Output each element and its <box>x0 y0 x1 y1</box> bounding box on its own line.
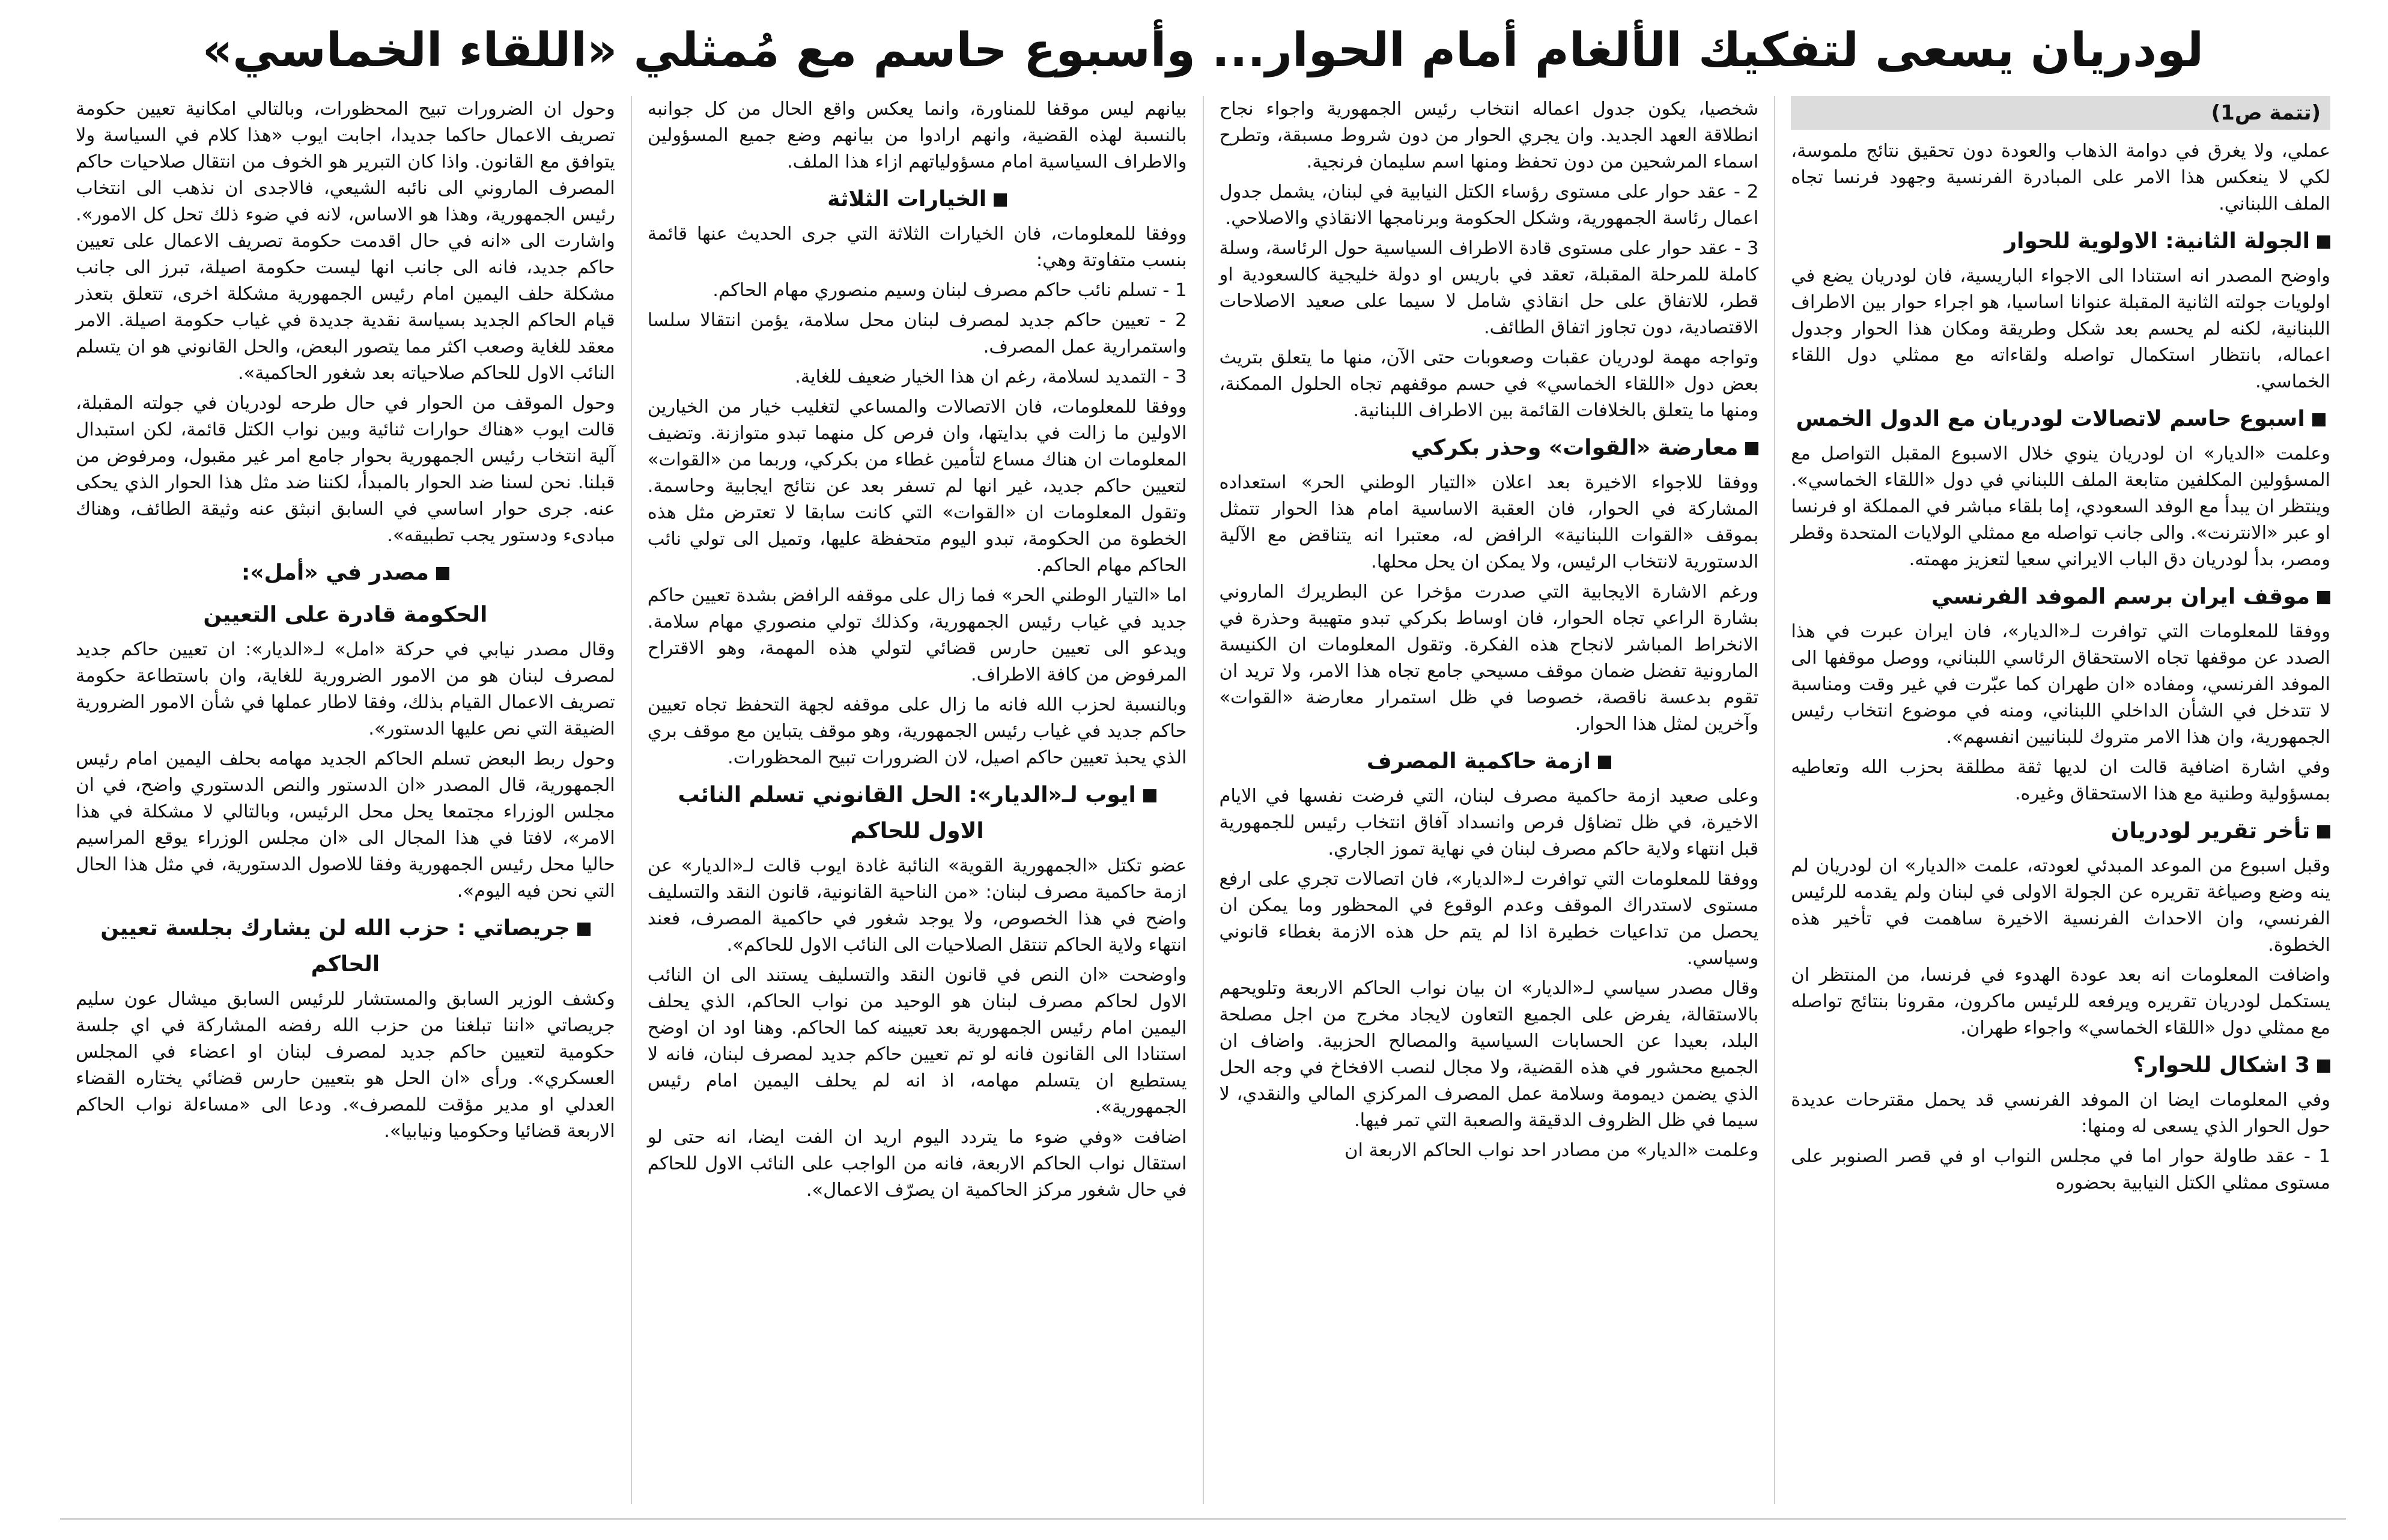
paragraph: وفي المعلومات ايضا ان الموفد الفرنسي قد يحمل مقترحات عديدة حول الحوار الذي يسعى له ومنها: <box>1791 1090 2330 1137</box>
paragraph: ورغم الاشارة الايجابية التي صدرت مؤخرا عن البطريرك الماروني بشارة الراعي تجاه الحوار، فان اوساط بكركي تبدو متهيبة وحذرة في الانخراط المباشر لانجاح هذه الفكرة. وتقول المعلومات ان الكنيسة المارونية تفضل ضمان موقف مسيحي جامع تجاه هذا الامر، ولا تريد ان تقوم بدعسة ناقصة، خصوصا في ظل استمرار معارضة «القوات» وآخرين لمثل هذا الحوار. <box>1219 581 1759 735</box>
subheading-secondary: الحكومة قادرة على التعيين <box>203 602 488 627</box>
bullet-square-icon <box>994 193 1007 207</box>
column-3 <box>631 96 1203 1504</box>
bullet-square-icon <box>1598 756 1611 769</box>
bullet-square-icon <box>2317 1060 2330 1073</box>
subheading <box>1791 401 2330 437</box>
paragraph: ووفقا للمعلومات، فان الاتصالات والمساعي لتغليب خيار من الخيارين الاولين ما زالت في بدايتها، وان فرص كل منهما تبدو متوازنة. وتضيف المعلومات ان هناك مساع لتأمين غطاء من بكركي، وربما من «القوات» لتعيين حاكم جديد، غير انها لم تسفر بعد عن نتائج ايجابية وحاسمة. وتقول المعلومات ان «القوات» التي كانت سابقا لا تعترض مثل هذه الخطوة من الحكومة، تبدو اليوم متحفظة عليها، وتميل الى تولي نائب الحاكم مهام الحاكم. <box>647 396 1187 576</box>
subheading-text: موقف ايران برسم الموفد الفرنسي <box>1931 584 2310 609</box>
paragraph: واوضحت «ان النص في قانون النقد والتسليف يستند الى ان النائب الاول لحاكم مصرف لبنان هو الوحيد من نواب الحاكم، الذي يحلف اليمين امام رئيس الجمهورية بعد تعيينه كما الحاكم. وهنا اود ان اوضح استنادا الى القانون فانه لو تم تعيين حاكم جديد لمصرف لبنان، فانه لا يستطيع ان يتسلم مهامه، اذ انه لم يحلف اليمين امام رئيس الجمهورية». <box>647 965 1187 1118</box>
paragraph: وتواجه مهمة لودريان عقبات وصعوبات حتى الآن، منها ما يتعلق بتريث بعض دول «اللقاء الخماسي» في حسم موقفهم تجاه الحلول الممكنة، ومنها ما يتعلق بالخلافات القائمة بين الاطراف اللبنانية. <box>1219 347 1759 421</box>
page-headline: لودريان يسعى لتفكيك الألغام أمام الحوار... وأسبوع حاسم مع مُمثلي «اللقاء الخماسي» <box>202 23 2204 77</box>
paragraph: 1 - عقد طاولة حوار اما في مجلس النواب او في قصر الصنوبر على مستوى ممثلي الكتل النيابية بحضوره <box>1791 1146 2330 1193</box>
bullet-square-icon <box>1143 789 1156 802</box>
paragraph: وعلى صعيد ازمة حاكمية مصرف لبنان، التي فرضت نفسها في الايام الاخيرة، في ظل تضاؤل فرص وانسداد آفاق انتخاب رئيس للجمهورية قبل انتهاء ولاية حاكم مصرف لبنان في نهاية تموز الجاري. <box>1219 786 1759 859</box>
bullet-square-icon <box>2317 825 2330 838</box>
subheading <box>1220 744 1759 780</box>
paragraph: ووفقا للاجواء الاخيرة بعد اعلان «التيار الوطني الحر» استعداده المشاركة في الحوار، فان العقبة الاساسية امام هذا الحوار تتمثل بموقف «القوات اللبنانية» الرافض له، معتبرا انه يتناقض مع الآلية الدستورية لانتخاب الرئيس، ولا يمكن ان يحل محلها. <box>1219 472 1759 572</box>
column-1 <box>1774 96 2346 1504</box>
subheading <box>648 777 1187 849</box>
subheading <box>76 555 615 591</box>
subheading-text: مصدر في «أمل»: <box>241 560 429 585</box>
subheading <box>648 181 1187 217</box>
paragraph: 3 - التمديد لسلامة، رغم ان هذا الخيار ضعيف للغاية. <box>795 366 1187 387</box>
subheading <box>1791 813 2330 849</box>
paragraph: ووفقا للمعلومات التي توافرت لـ«الديار»، فان اتصالات تجري على ارفع مستوى لاستدراك الموقف وعدم الوقوع في المحظور وما يمكن ان يحصل من تداعيات خطيرة اذا لم يتم حل هذه الازمة بغطاء قانوني وسياسي. <box>1219 869 1759 969</box>
paragraph: عملي، ولا يغرق في دوامة الذهاب والعودة دون تحقيق نتائج ملموسة، لكي لا ينعكس هذا الامر على المبادرة الفرنسية وجهود فرنسا تجاه الملف اللبناني. <box>1791 141 2330 214</box>
paragraph: شخصيا، يكون جدول اعماله انتخاب رئيس الجمهورية واجواء نجاح انطلاقة العهد الجديد. وان يجري الحوار من دون شروط مسبقة، وتطرح اسماء المرشحين من دون تحفظ ومنها اسم سليمان فرنجية. <box>1219 99 1759 172</box>
paragraph: وحول ربط البعض تسلم الحاكم الجديد مهامه بحلف اليمين امام رئيس الجمهورية، قال المصدر «ان الدستور والنص الدستوري واضح، في ان مجلس الوزراء مجتمعا يحل محل الرئيس، وبالتالي لا مشكلة في هذا الامر»، لافتا في هذا المجال الى «ان مجلس الوزراء يوقع المراسيم حاليا محل رئيس الجمهورية وفقا للاصول الدستورية، في مثل هذا الحال التي نحن فيه اليوم». <box>76 748 615 902</box>
subheading-text: جريصاتي : حزب الله لن يشارك بجلسة تعيين الحاكم <box>100 916 570 977</box>
paragraph: اما «التيار الوطني الحر» فما زال على موقفه الرافض بشدة تعيين حاكم جديد في غياب رئيس الجمهورية، وكذلك تولي منصوري مهام سلامة. ويدعو الى تعيين حارس قضائي لتولي هذه المهمة، وهو الاقتراح المرفوض من كافة الاطراف. <box>647 585 1187 685</box>
paragraph: ووفقا للمعلومات، فان الخيارات الثلاثة التي جرى الحديث عنها قائمة بنسب متفاوتة وهي: <box>647 223 1187 271</box>
paragraph: وبالنسبة لحزب الله فانه ما زال على موقفه لجهة التحفظ تجاه تعيين حاكم جديد في غياب رئيس الجمهورية، وهو موقف يتباين مع موقف بري الذي يحبذ تعيين حاكم اصيل، لان الضرورات تبيح المحظورات. <box>647 694 1187 768</box>
paragraph: اضافت «وفي ضوء ما يتردد اليوم اريد ان الفت ايضا، انه حتى لو استقال نواب الحاكم الاربعة، فانه من الواجب على النائب الاول للحاكم في حال شغور مركز الحاكمية ان يصرّف الاعمال». <box>647 1127 1187 1201</box>
paragraph: عضو تكتل «الجمهورية القوية» النائبة غادة ايوب قالت لـ«الديار» عن ازمة حاكمية مصرف لبنان: «من الناحية القانونية، قانون النقد والتسليف واضح في هذا الخصوص، ولا يوجد شغور في حاكمية المصرف، فعند انتهاء ولاية الحاكم تنتقل الصلاحيات الى النائب الاول للحاكم». <box>647 855 1187 956</box>
continued-label: (تتمة ص1) <box>1791 96 2330 130</box>
paragraph: 3 - عقد حوار على مستوى قادة الاطراف السياسية حول الرئاسة، وسلة كاملة للمرحلة المقبلة، تعقد في باريس او دولة خليجية كالسعودية او قطر، للاتفاق على حل انقاذي شامل لا سيما على صعيد الاصلاحات الاقتصادية، دون تجاوز اتفاق الطائف. <box>1219 238 1759 338</box>
paragraph: وكشف الوزير السابق والمستشار للرئيس السابق ميشال عون سليم جريصاتي «اننا تبلغنا من حزب الله رفضه المشاركة في اي جلسة حكومية لتعيين حاكم جديد لمصرف لبنان او اعضاء في المجلس العسكري». ورأى «ان الحل هو بتعيين حارس قضائي يختاره القضاء العدلي او مدير مؤقت للمصرف». ودعا الى «مساءلة نواب الحاكم الاربعة قضائيا وحكوميا ونيابيا». <box>76 989 615 1142</box>
subheading-text: ايوب لـ«الديار»: الحل القانوني تسلم النائب الاول للحاكم <box>678 783 1136 843</box>
article-columns <box>60 96 2346 1504</box>
bullet-square-icon <box>2312 413 2326 426</box>
paragraph: وقبل اسبوع من الموعد المبدئي لعودته، علمت «الديار» ان لودريان لم ينه وضع وصياغة تقريره عن الجولة الاولى في لبنان ولم يقدمه للرئيس الفرنسي، وان الاحداث الفرنسية الاخيرة ساهمت في تأخير هذه الخطوة. <box>1791 855 2330 956</box>
subheading <box>76 911 615 983</box>
subheading <box>1791 1047 2330 1084</box>
bullet-square-icon <box>2317 235 2330 249</box>
paragraph: بيانهم ليس موقفا للمناورة، وانما يعكس واقع الحال من كل جوانبه بالنسبة لهذه القضية، وانهم ارادوا من بيانهم وضع جميع المسؤولين والاطراف السياسية امام مسؤولياتهم ازاء هذا الملف. <box>647 99 1187 172</box>
subheading-text: تأخر تقرير لودريان <box>2110 819 2310 843</box>
paragraph: واوضح المصدر انه استنادا الى الاجواء الباريسية، فان لودريان يضع في اولويات جولته الثانية المقبلة عنوانا اساسيا، هو اجراء حوار بين الاطراف اللبنانية، لكنه لم يحسم بعد شكل وطريقة ومكان هذا الحوار وجدول اعماله، بانتظار استكمال تواصله ولقاءاته مع ممثلي دول اللقاء الخماسي. <box>1791 265 2330 392</box>
subheading-text: الخيارات الثلاثة <box>827 187 987 211</box>
paragraph: واضافت المعلومات انه بعد عودة الهدوء في فرنسا، من المنتظر ان يستكمل لودريان تقريره ويرفعه للرئيس ماكرون، مقرونا بنتائج تواصله مع ممثلي دول «اللقاء الخماسي» واجواء طهران. <box>1791 965 2330 1038</box>
paragraph: وحول الموقف من الحوار في حال طرحه لودريان في جولته المقبلة، قالت ايوب «هناك حوارات ثنائية وبين نواب الكتل قائمة، لكن استبدال آلية انتخاب رئيس الجمهورية بحوار جامع امر غير مقبول، ومرفوض من قبلنا. نحن لسنا ضد الحوار بالمبدأ، لكننا ضد مثل هذا الحوار الذي يحكى عنه. جرى حوار اساسي في السابق انبثق عنه وثيقة الطائف، وهناك مبادىء ودستور يجب تطبيقه». <box>76 393 615 546</box>
column-2 <box>1203 96 1775 1504</box>
paragraph: وعلمت «الديار» من مصادر احد نواب الحاكم الاربعة ان <box>1344 1140 1759 1161</box>
paragraph: وقال مصدر نيابي في حركة «امل» لـ«الديار»: ان تعيين حاكم جديد لمصرف لبنان هو من الامور الضرورية للغاية، وان باستطاعة حكومة تصريف الاعمال القيام بذلك، وفقا لاطار عملها في شأن الامور الضرورية الضيقة التي نص عليها الدستور». <box>76 639 615 739</box>
paragraph: وعلمت «الديار» ان لودريان ينوي خلال الاسبوع المقبل التواصل مع المسؤولين المكلفين متابعة الملف اللبناني في دول «اللقاء الخماسي». وينتظر ان يبدأ مع الوفد السعودي، إما بلقاء مباشر في المملكة او فرنسا او عبر «الانترنت». والى جانب تواصله مع ممثلي الولايات المتحدة وقطر ومصر، بدأ لودريان دق الباب الايراني سعيا لتعزيز مهمته. <box>1791 443 2330 570</box>
subheading-text: معارضة «القوات» وحذر بكركي <box>1411 435 1739 460</box>
paragraph: 2 - تعيين حاكم جديد لمصرف لبنان محل سلامة، يؤمن انتقالا سلسا واستمرارية عمل المصرف. <box>647 310 1187 357</box>
paragraph: وفي اشارة اضافية قالت ان لديها ثقة مطلقة بحزب الله وتعاطيه بمسؤولية وطنية مع هذا الاستحقاق وغيره. <box>1791 757 2330 804</box>
paragraph: وقال مصدر سياسي لـ«الديار» ان بيان نواب الحاكم الاربعة وتلويحهم بالاستقالة، يفرض على الجميع التعاون لايجاد مخرج من اجل مصلحة البلد، بعيدا عن الحسابات السياسية والمصالح الحزبية. واضاف ان الجميع محشور في هذه القضية، ولا مجال لنصب الافخاخ في وجه الحل الذي يضمن ديمومة وسلامة عمل المصرف المركزي المالي والنقدي، لا سيما في ظل الظروف الدقيقة والصعبة التي تمر فيها. <box>1219 978 1759 1131</box>
subheading-text: الجولة الثانية: الاولوية للحوار <box>2004 229 2310 253</box>
subheading-text: 3 اشكال للحوار؟ <box>2133 1053 2310 1078</box>
bullet-square-icon <box>436 567 449 580</box>
subheading <box>1791 579 2330 615</box>
paragraph: وحول ان الضرورات تبيح المحظورات، وبالتالي امكانية تعيين حكومة تصريف الاعمال حاكما جديدا، اجابت ايوب «هذا كلام في السياسة ولا يتوافق مع القانون. واذا كان التبرير هو الخوف من انتقال صلاحيات حاكم المصرف الماروني الى نائبه الشيعي، فالاجدى ان نذهب الى انتخاب رئيس الجمهورية، وهذا هو الاساس، لانه في ضوء ذلك تحل كل الامور». واشارت الى «انه في حال اقدمت حكومة تصريف الاعمال على تعيين حاكم جديد، فانه الى جانب انها ليست حكومة اصيلة، تبرز الى جانب مشكلة حلف اليمين امام رئيس الجمهورية مشكلة اخرى، تتعلق بتعذر قيام الحاكم الجديد بسياسة نقدية جديدة في غياب حكومة اصيلة. الامر معقد للغاية وصعب اكثر مما يتصور البعض، والحل القانوني هو ان يتسلم النائب الاول للحاكم صلاحياته بعد شغور الحاكمية». <box>76 99 615 384</box>
paragraph: ووفقا للمعلومات التي توافرت لـ«الديار»، فان ايران عبرت في هذا الصدد عن موقفها تجاه الاستحقاق الرئاسي اللبناني، ووصل موقفها الى الموفد الفرنسي، ومفاده «ان طهران كما عبّرت في غير وقت ومناسبة لا تتدخل في الشأن الداخلي اللبناني، ومنه في موضوع انتخاب رئيس الجمهورية، وان هذا الامر متروك للبنانيين انفسهم». <box>1791 621 2330 748</box>
paragraph: 1 - تسلم نائب حاكم مصرف لبنان وسيم منصوري مهام الحاكم. <box>712 280 1187 301</box>
subheading <box>1791 223 2330 259</box>
subheading <box>1220 430 1759 466</box>
bullet-square-icon <box>577 923 591 936</box>
paragraph: 2 - عقد حوار على مستوى رؤساء الكتل النيابية في لبنان، يشمل جدول اعمال رئاسة الجمهورية، وشكل الحكومة وبرنامجها الانقاذي والاصلاحي. <box>1219 181 1759 229</box>
bullet-square-icon <box>1745 442 1758 455</box>
column-4 <box>60 96 631 1504</box>
footer-divider <box>60 1518 2346 1520</box>
subheading-text: ازمة حاكمية المصرف <box>1366 749 1591 774</box>
bullet-square-icon <box>2317 591 2330 604</box>
subheading-text: اسبوع حاسم لاتصالات لودريان مع الدول الخمس <box>1796 407 2305 431</box>
